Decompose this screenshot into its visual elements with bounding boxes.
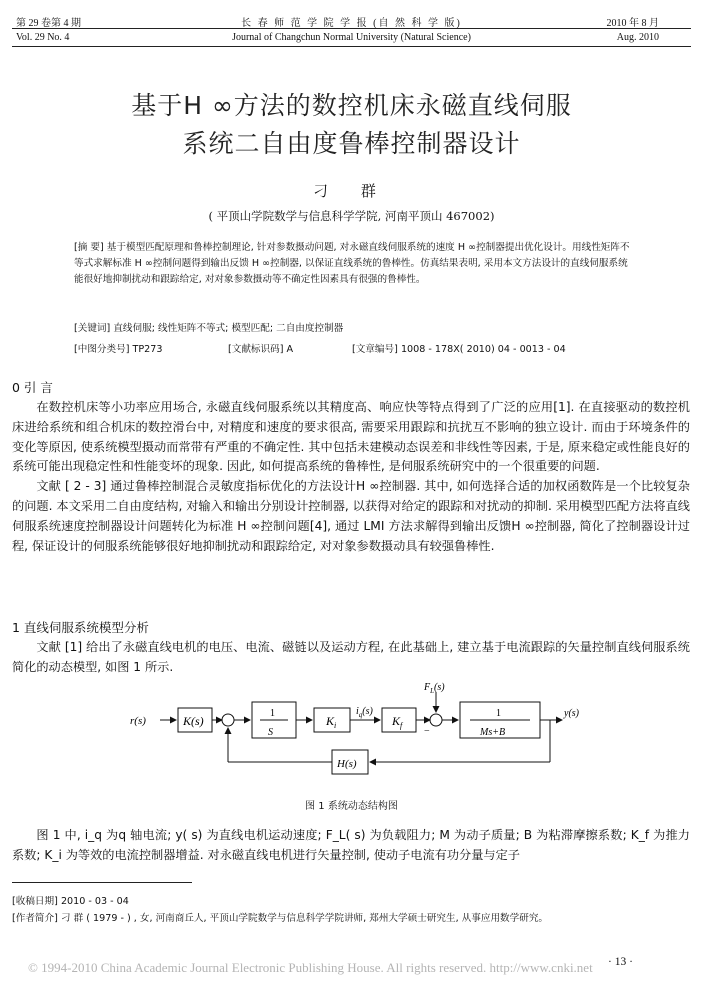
keywords (74, 320, 343, 334)
keywords-label: [关键词] (74, 323, 111, 334)
document-code: [文献标识码] A (228, 344, 294, 355)
author-affiliation: ( 平顶山学院数学与信息科学学院, 河南平顶山 467002) (208, 209, 495, 223)
abstract-label: [摘 要] (74, 242, 104, 253)
thrust-gain-label: $K_f$ (392, 714, 403, 730)
volume-issue-cn: 第 29 卷第 4 期 (16, 18, 81, 29)
system-block-diagram (130, 680, 690, 792)
journal-name-cn: 长 春 师 范 学 院 学 报 (自 然 科 学 版) (241, 18, 462, 29)
volume-issue-en: Vol. 29 No. 4 (16, 32, 70, 43)
header-divider (12, 28, 691, 29)
section-heading-model: 1 直线伺服系统模型分析 (12, 620, 149, 635)
model-paragraph-2: 图 1 中, i_q 为q 轴电流; y( s) 为直线电机运动速度; F_L( s) 为负载阻力; M 为动子质量; B 为粘滞摩擦系数; K_f 为推力系数; K_i 为等效的电流控制器增益. 对永磁直线电机进行矢量控制, 使动子电流有功分量与定子 (12, 828, 690, 862)
summing-junction-1 (222, 714, 234, 726)
minus-sign: − (424, 726, 430, 737)
current-signal-label: $i_q(s)$ (356, 706, 373, 719)
plant-denominator: Ms+B (480, 727, 506, 738)
integrator-numerator: 1 (270, 708, 275, 719)
integrator-denominator: S (268, 727, 273, 738)
summing-junction-2 (430, 714, 442, 726)
paper-title-line1: 基于H ∞方法的数控机床永磁直线伺服 (131, 91, 572, 120)
keywords-text: 直线伺服; 线性矩阵不等式; 模型匹配; 二自由度控制器 (113, 323, 344, 334)
load-force-label: $F_L(s)$ (424, 682, 445, 695)
section-heading-intro: 0 引 言 (12, 380, 53, 395)
paper-title-line2: 系统二自由度鲁棒控制器设计 (182, 129, 521, 158)
copyright-notice: © 1994-2010 China Academic Journal Electronic Publishing House. All rights reserved. http://www.cnki.net (28, 960, 593, 975)
prefilter-label: K(s) (183, 714, 204, 728)
current-gain-label: $K_i$ (326, 714, 337, 730)
abstract-text: 基于模型匹配原理和鲁棒控制理论, 针对参数摄动问题, 对永磁直线伺服系统的速度 H ∞控制器提出优化设计。用线性矩阵不等式求解标准 H ∞控制问题得到输出反馈 H ∞控制器, 以保证直线系统的鲁棒性。仿真结果表明, 采用本文方法设计的直线伺服系统能很好地抑制扰动和跟踪给定, 对对象参数摄动等不确定性因素具有很强的鲁棒性。 (74, 242, 630, 285)
model-body (12, 638, 690, 678)
abstract (74, 240, 634, 288)
author-name: 刁 群 (313, 182, 390, 200)
intro-paragraph-2: 文献 [ 2 - 3] 通过鲁棒控制混合灵敏度指标优化的方法设计H ∞控制器. 其中, 如何选择合适的加权函数阵是一个比较复杂的问题. 本文采用二自由度结构, 对输入和输出分别设计控制器, 以获得对给定的跟踪和对扰动的抑制. 采用模型匹配方法将直线伺服系统速度控制器设计问题转化为标准 H ∞控制问题[4], 通过 LMI 方法求解得到输出反馈H ∞控制器, 简化了控制器设计过程, 保证设计的伺服系统能够很好地抑制扰动和跟踪给定, 对对象参数摄动具有较强鲁棒性. (12, 479, 690, 553)
feedback-label: H(s) (337, 758, 357, 770)
input-signal-label: r(s) (130, 715, 146, 727)
intro-body (12, 398, 690, 556)
journal-name-en: Journal of Changchun Normal University (Natural Science) (232, 32, 471, 43)
output-signal-label: y(s) (564, 708, 579, 719)
article-id: [文章编号] 1008 - 178X( 2010) 04 - 0013 - 04 (352, 344, 566, 355)
footnote-received: [收稿日期] 2010 - 03 - 04 (12, 896, 129, 907)
model-body-cont (12, 826, 690, 866)
plant-numerator: 1 (496, 708, 501, 719)
figure-caption: 图 1 系统动态结构图 (305, 801, 398, 812)
model-paragraph-1: 文献 [1] 给出了永磁直线电机的电压、电流、磁链以及运动方程, 在此基础上, 建立基于电流跟踪的矢量控制直线伺服系统简化的动态模型, 如图 1 所示. (12, 640, 690, 674)
issue-date-en: Aug. 2010 (616, 32, 659, 43)
page-number: · 13 · (608, 956, 633, 968)
intro-paragraph-1: 在数控机床等小功率应用场合, 永磁直线伺服系统以其精度高、响应快等特点得到了广泛的应用[1]. 在直接驱动的数控机床进给系统和组合机床的数控滑台中, 对精度和速度的要求很高, 需要采用跟踪和抗扰互不影响的独立设计. 而由于环境条件的变化等原因, 使系统模型摄动而常带有严重的不确定性. 其中包括未建模动态误差和非线性等因素, 于是, 原来稳定或性能良好的系统可能出现稳定性和性能变坏的现象. 因此, 如何提高系统的鲁棒性, 是伺服系统研究中的一个很重要的问题. (12, 400, 690, 474)
footnote-rule (12, 882, 192, 883)
issue-date-cn: 2010 年 8 月 (606, 18, 659, 29)
clc-number: [中图分类号] TP273 (74, 344, 163, 355)
header-rule (12, 46, 691, 47)
footnote-author: [作者简介] 刁 群 ( 1979 - ) , 女, 河南商丘人, 平顶山学院数学与信息科学学院讲师, 郑州大学硕士研究生, 从事应用数学研究。 (12, 913, 549, 924)
